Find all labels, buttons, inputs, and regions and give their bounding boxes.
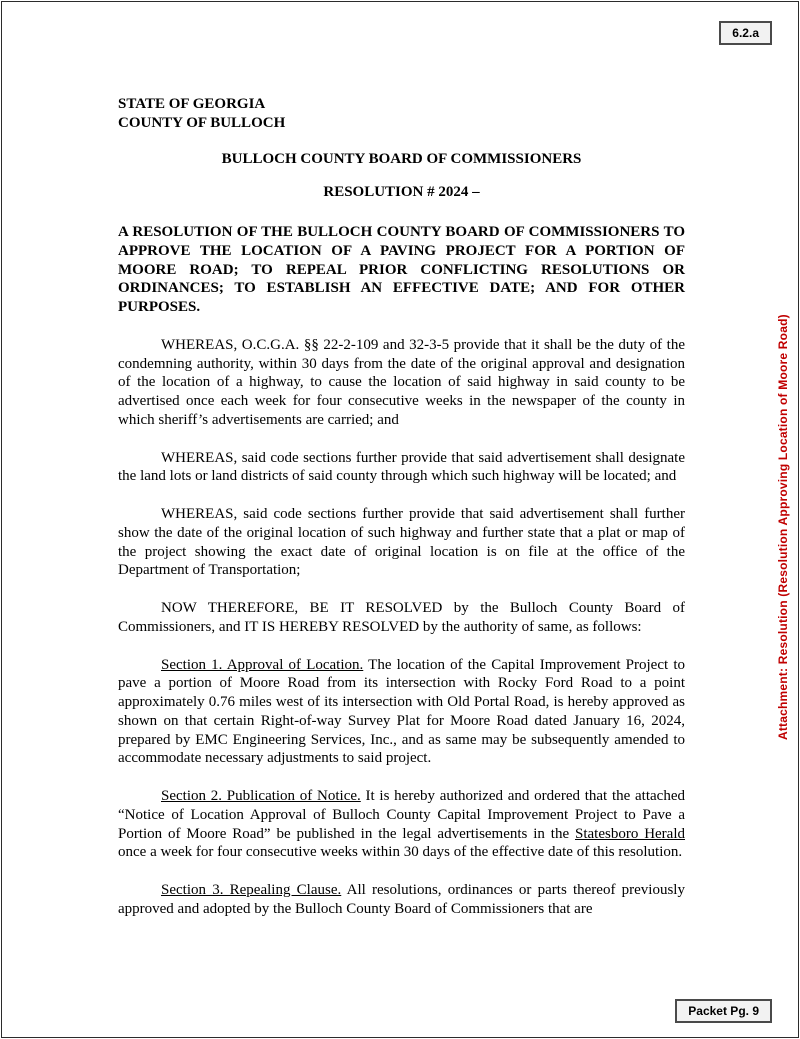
underlined-text: Section 1. Approval of Location. — [161, 656, 364, 673]
packet-page-badge: Packet Pg. 9 — [675, 999, 772, 1023]
underlined-text: Section 3. Repealing Clause. — [161, 882, 342, 898]
org-title: BULLOCH COUNTY BOARD OF COMMISSIONERS — [221, 150, 582, 167]
body-text: WHEREAS, said code sections further provide that said advertisement shall further show the date of the original location of such highway and further state that a plat or map of the project showing the exact date of original location is on file at the office of the Department of Transportation; — [118, 506, 685, 579]
paragraph — [118, 787, 685, 862]
resolution-number: RESOLUTION # 2024 – — [323, 184, 480, 201]
resolution-title-paragraph: A RESOLUTION OF THE BULLOCH COUNTY BOARD OF COMMISSIONERS TO APPROVE THE LOCATION OF A PAVING PROJECT FOR A PORTION OF MOORE ROAD; TO REPEAL PRIOR CONFLICTING RESOLUTIONS OR ORDINANCES; TO ESTABLISH AN EFFECTIVE DATE; AND FOR OTHER PURPOSES. — [118, 224, 685, 315]
document-header — [118, 95, 685, 133]
paragraph — [118, 449, 685, 487]
body-text: NOW THEREFORE, BE IT RESOLVED by the Bulloch County Board of Commissioners, and IT IS HEREBY RESOLVED by the authority of same, as follows: — [118, 600, 685, 635]
document-content — [118, 95, 685, 919]
header-line-state: STATE OF GEORGIA — [118, 96, 266, 112]
paragraph — [118, 881, 685, 919]
body-text: The location of the Capital Improvement Project to pave a portion of Moore Road from its intersection with Rocky Ford Road to a point approximately 0.76 miles west of its intersection with Old Portal Road, is hereby approved as shown on that certain Right-of-way Survey Plat for Moore Road dated January 16, 2024, prepared by EMC Engineering Services, Inc., and as same may be subsequently amended to accommodate necessary adjustments to said project. — [118, 656, 685, 767]
paragraph — [118, 336, 685, 430]
document-paragraphs — [118, 336, 685, 919]
body-text: It is hereby authorized and ordered that the attached “Notice of Location Approval of Bulloch County Capital Improvement Project to Pave a Portion of Moore Road” be published in the legal advertisements in the — [118, 788, 685, 842]
header-line-county: COUNTY OF BULLOCH — [118, 114, 286, 131]
attachment-sidebar-label: Attachment: Resolution (Resolution Approving Location of Moore Road) — [776, 314, 790, 741]
body-text: WHEREAS, O.C.G.A. §§ 22-2-109 and 32-3-5 provide that it shall be the duty of the condemning authority, within 30 days from the date of the original approval and designation of the location of a highway, to cause the location of said highway in said county to be advertised once each week for four consecutive weeks in the newspaper of the county in which sheriff’s advertisements are carried; and — [118, 336, 685, 428]
body-text: WHEREAS, said code sections further provide that said advertisement shall designate the land lots or land districts of said county through which such highway will be located; and — [118, 449, 685, 485]
paragraph — [118, 656, 685, 769]
paragraph — [118, 505, 685, 580]
paragraph — [118, 599, 685, 637]
agenda-item-badge: 6.2.a — [719, 21, 772, 45]
underlined-text: Section 2. Publication of Notice. — [161, 788, 361, 804]
underlined-text: Statesboro Herald — [575, 825, 686, 842]
body-text: All resolutions, ordinances or parts thereof previously approved and adopted by the Bulloch County Board of Commissioners that are — [118, 882, 685, 917]
body-text: once a week for four consecutive weeks within 30 days of the effective date of this resolution. — [118, 844, 683, 861]
